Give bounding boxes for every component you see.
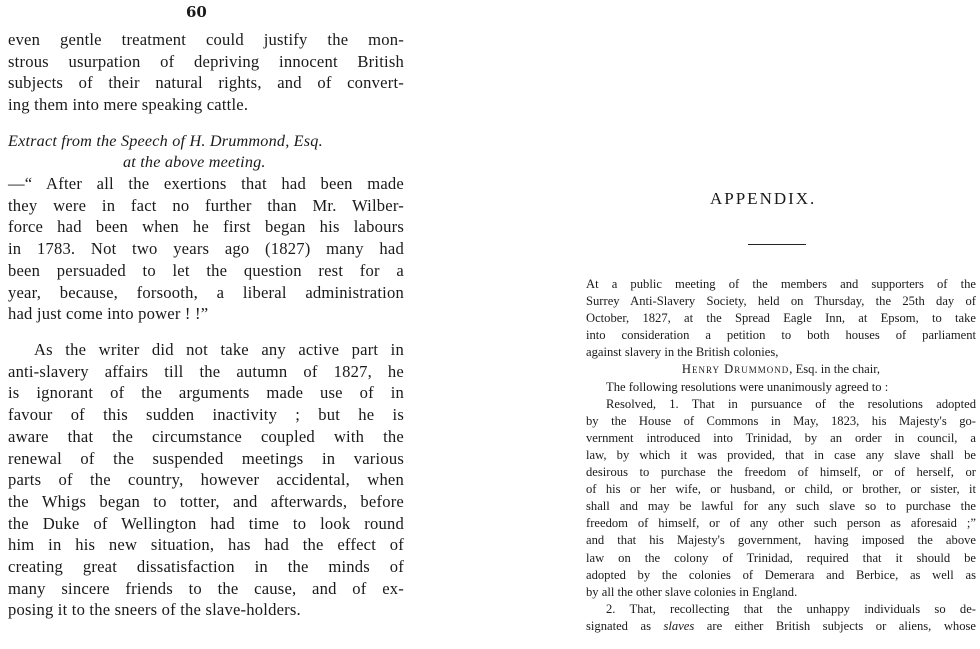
text-line: The following resolutions were unanimously agreed to : bbox=[606, 379, 889, 394]
text-line: favour of this sudden inactivity ; but he is bbox=[8, 405, 404, 425]
chair-rest: , Esq. in the chair, bbox=[789, 362, 881, 377]
left-page bbox=[0, 0, 440, 649]
chair-line bbox=[586, 361, 976, 378]
text-line: against slavery in the British colonies, bbox=[586, 345, 779, 360]
text-line: desirous to purchase the freedom of himself, or of herself, or bbox=[586, 465, 976, 480]
text-line: As the writer did not take any active part in bbox=[34, 340, 404, 359]
text-line: At a public meeting of the members and supporters of the bbox=[586, 277, 976, 291]
text-line: 2. That, recollecting that the unhappy individuals so de- bbox=[606, 601, 976, 616]
text-line: they were in fact no further than Mr. Wilber- bbox=[8, 195, 404, 215]
text-line: subjects of their natural rights, and of convert- bbox=[8, 73, 404, 93]
text-line bbox=[586, 618, 976, 635]
text-line: been persuaded to let the question rest for a bbox=[8, 260, 404, 280]
text-line: aware that the circumstance coupled with the bbox=[8, 426, 404, 446]
extract-heading-line: at the above meeting. bbox=[123, 153, 266, 171]
page-number: 60 bbox=[186, 3, 207, 21]
italic-word: slaves bbox=[663, 618, 695, 633]
text-line: anti-slavery affairs till the autumn of 1827, he bbox=[8, 361, 404, 381]
text-line: freedom of himself, or of any other such person as aforesaid ;” bbox=[586, 516, 976, 531]
extract-heading bbox=[8, 131, 404, 173]
text-line: October, 1827, at the Spread Eagle Inn, at Epsom, to take bbox=[586, 311, 976, 326]
text-fragment: signated as bbox=[586, 618, 664, 633]
text-line: parts of the country, however accidental, when bbox=[8, 470, 404, 490]
text-line: by all the other slave colonies in England. bbox=[586, 584, 798, 599]
text-line: ing them into mere speaking cattle. bbox=[8, 95, 249, 115]
text-line: the Whigs began to totter, and afterwards, before bbox=[8, 491, 404, 511]
text-line: had just come into power ! !” bbox=[8, 304, 209, 324]
text-line: vernment introduced into Trinidad, by an order in council, a bbox=[586, 430, 976, 445]
text-line: the Duke of Wellington had time to look round bbox=[8, 513, 404, 533]
text-line: is ignorant of the arguments made use of in bbox=[8, 383, 404, 403]
text-line: even gentle treatment could justify the mon- bbox=[8, 30, 404, 49]
text-line: into consideration a petition to both houses of parliament bbox=[586, 328, 976, 343]
chair-name: Henry Drummond bbox=[681, 362, 790, 377]
text-line: and that his Majesty's government, having imposed the above bbox=[586, 533, 976, 548]
text-line: by the House of Commons in May, 1823, his Majesty's go- bbox=[586, 413, 976, 428]
text-line: in 1783. Not two years ago (1827) many had bbox=[8, 239, 404, 259]
speech-quote bbox=[8, 173, 404, 325]
text-line: creating great dissatisfaction in the minds of bbox=[8, 557, 404, 577]
text-line: law on the colony of Trinidad, required that it should be bbox=[586, 550, 976, 565]
appendix-body bbox=[586, 276, 976, 635]
text-line: of his or her wife, or husband, or child, or brother, or sister, it bbox=[586, 482, 976, 497]
text-line: year, because, forsooth, a liberal administration bbox=[8, 282, 404, 302]
text-line: many sincere friends to the cause, and of ex- bbox=[8, 578, 404, 598]
page-gutter bbox=[440, 0, 570, 649]
right-page bbox=[570, 0, 980, 649]
extract-heading-line: Extract from the Speech of H. Drummond, Esq. bbox=[8, 132, 323, 150]
appendix-title: APPENDIX. bbox=[710, 189, 817, 208]
text-line: renewal of the suspended meetings in various bbox=[8, 448, 404, 468]
text-line: —“ After all the exertions that had been made bbox=[8, 174, 404, 193]
text-fragment: are either British subjects or aliens, whose bbox=[694, 618, 976, 633]
title-rule bbox=[748, 244, 806, 245]
text-line: Resolved, 1. That in pursuance of the resolutions adopted bbox=[606, 396, 976, 411]
text-line: shall and may be lawful for any such slave so to purchase the bbox=[586, 499, 976, 514]
text-line: force had been when he first began his labours bbox=[8, 217, 404, 237]
text-line: Surrey Anti-Slavery Society, held on Thursday, the 25th day of bbox=[586, 294, 976, 309]
paragraph-2 bbox=[8, 339, 404, 621]
text-line: him in his new situation, has had the effect of bbox=[8, 535, 404, 555]
text-line: posing it to the sneers of the slave-holders. bbox=[8, 600, 301, 620]
text-line: adopted by the colonies of Demerara and Berbice, as well as bbox=[586, 567, 976, 582]
text-line: law, by which it was provided, that in case any slave shall be bbox=[586, 447, 976, 462]
text-line: strous usurpation of depriving innocent British bbox=[8, 51, 404, 71]
paragraph-1 bbox=[8, 29, 404, 116]
